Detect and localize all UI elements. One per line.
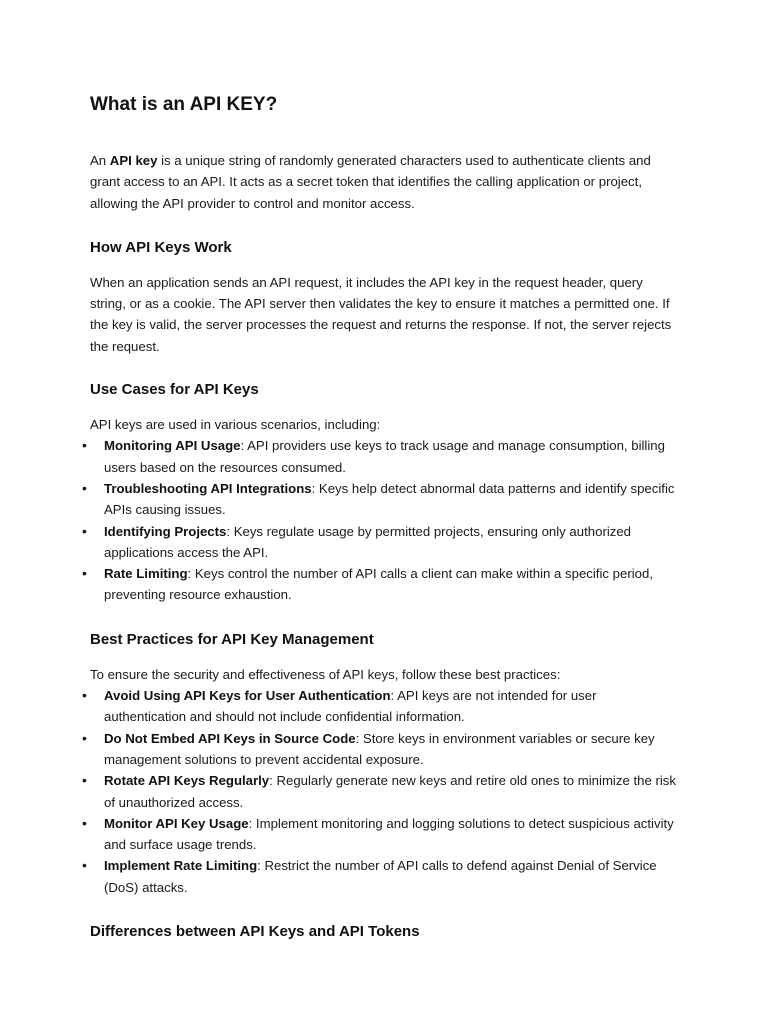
how-heading: How API Keys Work: [90, 238, 232, 256]
list-item: [104, 478, 680, 521]
how-paragraph: When an application sends an API request, it includes the API key in the request header, query string, or as a cookie. The API server then validates the key to ensure it matches a permitted one. If the key is valid, the server processes the request and returns the response. If not, the server rejects the request.: [90, 274, 672, 354]
list-item-term: Monitor API Key Usage: [104, 815, 249, 831]
list-item-term: Monitoring API Usage: [104, 438, 241, 454]
list-item: [104, 813, 680, 856]
list-item-desc: : API providers use keys to track usage and manage consumption, billing users based on the resources consumed.: [104, 438, 665, 475]
list-item-term: Rotate API Keys Regularly: [104, 773, 270, 789]
list-item-desc: : Keys help detect abnormal data patterns and identify specific APIs causing issues.: [104, 480, 675, 518]
use-cases-list: [90, 435, 680, 605]
intro-paragraph: [90, 150, 680, 214]
list-item: [104, 563, 680, 606]
list-item-desc: : Implement monitoring and logging solutions to detect suspicious activity and surface usage trends.: [104, 815, 674, 853]
list-item-desc: : Regularly generate new keys and retire old ones to minimize the risk of unauthorized access.: [104, 773, 676, 810]
list-item-term: Identifying Projects: [104, 523, 227, 539]
best-practices-lead: To ensure the security and effectiveness of API keys, follow these best practices:: [90, 666, 561, 682]
list-item-term: Troubleshooting API Integrations: [104, 480, 312, 496]
best-practices-heading: Best Practices for API Key Management: [90, 630, 374, 648]
list-item: [104, 770, 680, 813]
list-item: [104, 685, 680, 728]
list-item-desc: : Keys regulate usage by permitted projects, ensuring only authorized applications access the API.: [104, 523, 632, 560]
best-practices-list: [90, 685, 680, 898]
differences-heading: Differences between API Keys and API Tokens: [90, 923, 420, 941]
list-item-term: Rate Limiting: [104, 566, 188, 582]
page-title: What is an API KEY?: [90, 94, 278, 115]
intro-bold-term: API key: [109, 153, 158, 168]
list-item-desc: : Keys control the number of API calls a client can make within a specific period, preventing resource exhaustion.: [104, 566, 653, 603]
list-item: [104, 521, 680, 564]
list-item-desc: : Store keys in environment variables or secure key management solutions to prevent accidental exposure.: [104, 730, 655, 767]
intro-prefix: An: [90, 153, 110, 168]
use-cases-heading: Use Cases for API Keys: [90, 381, 259, 399]
list-item-term: Avoid Using API Keys for User Authentication: [104, 688, 391, 704]
use-cases-lead: API keys are used in various scenarios, including:: [90, 417, 381, 433]
list-item-desc: : API keys are not intended for user authentication and should not include confidential information.: [104, 688, 597, 725]
list-item: [104, 728, 680, 771]
list-item-term: Implement Rate Limiting: [104, 858, 258, 874]
list-item-desc: : Restrict the number of API calls to defend against Denial of Service (DoS) attacks.: [104, 858, 657, 895]
list-item: [104, 855, 680, 898]
intro-text: is a unique string of randomly generated characters used to authenticate clients and grant access to an API. It acts as a secret token that identifies the calling application or project, allowing the API provider to control and monitor access.: [90, 153, 651, 211]
list-item-term: Do Not Embed API Keys in Source Code: [104, 730, 356, 746]
list-item: [104, 435, 680, 478]
